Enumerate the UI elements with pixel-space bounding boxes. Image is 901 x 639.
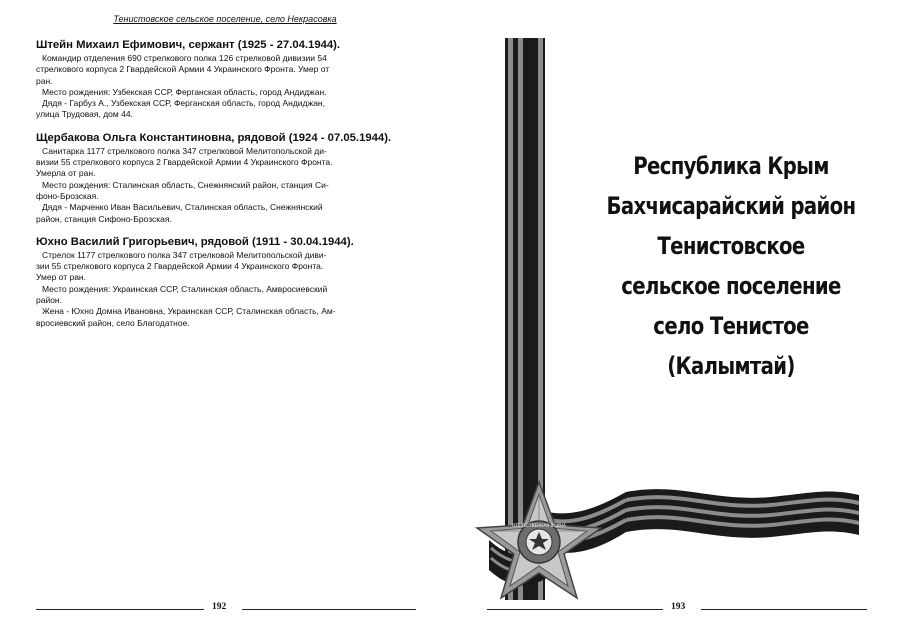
entry-line: район, станция Сифоно-Брозская. <box>36 213 172 224</box>
entry-line: Дядя - Гарбуз А., Узбекская ССР, Ферганская область, город Андиджан, <box>42 98 325 109</box>
entry-line: Умерла от ран. <box>36 168 96 179</box>
entry-line: Место рождения: Узбекская ССР, Ферганская область, город Андиджан. <box>42 86 327 97</box>
entry-line: ран. <box>36 75 53 86</box>
entry-title: Штейн Михаил Ефимович, сержант (1925 - 27.04.1944). <box>36 39 341 51</box>
entry-title: Юхно Василий Григорьевич, рядовой (1911 - 30.04.1944). <box>36 235 354 248</box>
entry-line: Место рождения: Украинская ССР, Сталинская область, Амвросиевский <box>42 283 328 294</box>
footer-rule <box>487 609 663 610</box>
heading-line: сельское поселение <box>621 272 841 300</box>
entries-list <box>36 39 416 340</box>
entry-line: район. <box>36 295 62 306</box>
heading-line: Бахчисарайский район <box>606 192 856 220</box>
entry-line: Место рождения: Сталинская область, Снежнянский район, станция Си- <box>42 179 329 190</box>
entry-title: Щербакова Ольга Константиновна, рядовой (1924 - 07.05.1944). <box>36 131 392 144</box>
page-number: 192 <box>212 602 227 612</box>
page-footer <box>487 602 867 616</box>
entry <box>36 39 416 121</box>
heading-block <box>596 146 867 386</box>
footer-rule <box>701 609 867 610</box>
entry <box>36 132 416 225</box>
page-number: 193 <box>671 602 686 612</box>
running-head: Тенистовское сельское поселение, село Некрасовка <box>113 14 337 24</box>
entry-line: вросиевский район, село Благодатное. <box>36 317 190 328</box>
entry <box>36 236 416 329</box>
entry-line: фоно-Брозская. <box>36 190 99 201</box>
footer-rule <box>242 609 416 610</box>
entry-line: Дядя - Марченко Иван Васильевич, Сталинская область, Снежнянский <box>42 202 323 213</box>
heading-line: Тенистовское <box>657 232 805 260</box>
footer-rule <box>36 609 204 610</box>
entry-line: зии 55 стрелкового корпуса 2 Гвардейской Армии 4 Украинского Фронта. <box>36 261 324 272</box>
heading-line: (Калымтай) <box>667 352 795 380</box>
right-page <box>451 0 901 639</box>
entry-line: улица Трудовая, дом 44. <box>36 109 133 120</box>
left-page <box>0 0 450 639</box>
entry-line: Командир отделения 690 стрелкового полка 126 стрелковой дивизии 54 <box>42 53 327 63</box>
entry-line: Жена - Юхно Домна Ивановна, Украинская ССР, Сталинская область, Ам- <box>42 306 336 317</box>
entry-line: визии 55 стрелкового корпуса 2 Гвардейской Армии 4 Украинского Фронта. <box>36 157 333 168</box>
heading-line: Республика Крым <box>633 152 829 180</box>
page-footer <box>36 602 416 616</box>
entry-line: стрелкового корпуса 2 Гвардейской Армии 4 Украинского Фронта. Умер от <box>36 64 330 75</box>
entry-line: Санитарка 1177 стрелкового полка 347 стрелковой Мелитопольской ди- <box>42 145 327 156</box>
medal-inscription: ОТЕЧЕСТВЕННАЯ ВОЙНА <box>512 523 566 528</box>
entry-line: Умер от ран. <box>36 272 86 283</box>
entry-line: Стрелок 1177 стрелкового полка 347 стрелковой Мелитопольской диви- <box>42 249 327 260</box>
heading-line: село Тенистое <box>653 312 809 340</box>
